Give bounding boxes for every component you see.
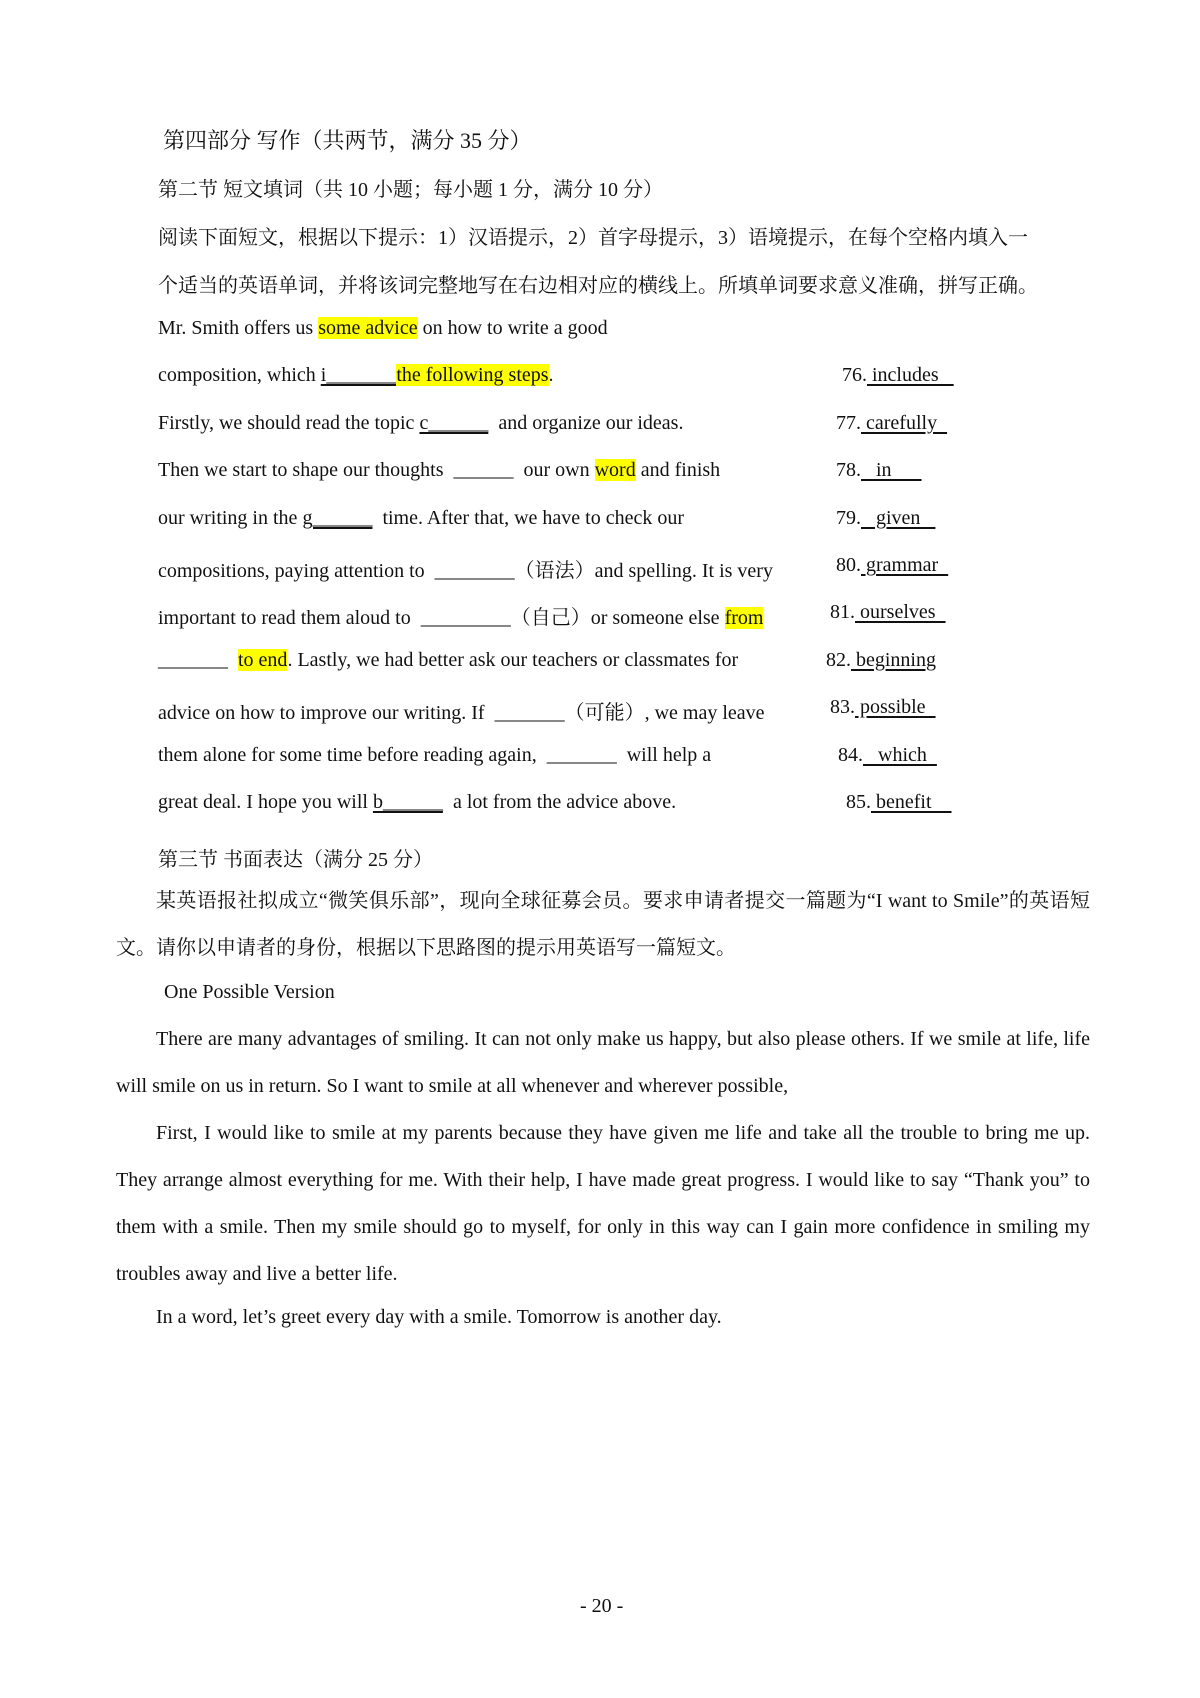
page-number: - 20 - [580,1595,624,1617]
instructions-line-2: 个适当的英语单词，并将该词完整地写在右边相对应的横线上。所填单词要求意义准确，拼写正确。 [158,275,1038,297]
passage-line [158,507,684,530]
answer-number: 76. [842,364,867,387]
answer-number: 82. [826,648,851,671]
answer-number: 85. [846,791,871,813]
part-title: 第四部分 写作（共两节，满分 35 分） [163,128,532,153]
answer-item [836,554,948,577]
answer-word: benefit [871,791,952,813]
answer-number: 77. [836,411,861,434]
passage-line [158,744,711,767]
passage-line [158,791,676,814]
passage-text: . [548,364,554,387]
passage-text: advice on how to improve our writing. If _______（可能）, we may leave [158,702,765,725]
writing-prompt [116,878,1090,972]
essay-paragraph-1: There are many advantages of smiling. It can not only make us happy, but also please others. If we smile at life, life will smile on us in return. So I want to smile at all whenever and wherever possible, [116,1028,1090,1097]
answer-item [830,601,946,624]
passage-text: our writing in the [158,506,303,529]
passage-text: on how to write a good [417,317,608,339]
answer-word: ourselves [855,601,946,624]
highlighted-text: to end [238,648,288,671]
answer-number: 80. [836,554,861,576]
answer-word: grammar [861,554,949,576]
blank-with-hint: i_______ [320,364,397,387]
answer-word: beginning [851,648,936,671]
answer-item [826,649,936,672]
passage-line [158,364,554,387]
passage-text: Firstly, we should read the topic [158,411,420,434]
passage-line [158,696,765,725]
answer-number: 84. [838,743,863,766]
blank-with-hint: g______ [302,506,373,529]
essay-paragraph-3: In a word, let’s greet every day with a smile. Tomorrow is another day. [156,1306,722,1328]
passage-line [158,601,763,630]
instructions-line-1: 阅读下面短文，根据以下提示：1）汉语提示，2）首字母提示，3）语境提示，在每个空格内填入一 [158,227,1028,249]
answer-item [836,459,922,482]
highlighted-text: word [594,459,636,482]
model-essay [116,1016,1090,1336]
passage-line [158,554,773,583]
passage-text: . Lastly, we had better ask our teachers or classmates for [287,648,739,671]
passage-line [158,317,608,340]
passage-line [158,412,683,435]
answer-number: 79. [836,506,861,529]
answer-number: 78. [836,459,861,482]
answer-word: includes [867,364,954,387]
answer-word: which [863,743,937,766]
answer-word: carefully [861,411,948,434]
answer-word: given [861,506,936,529]
essay-paragraph-2: First, I would like to smile at my parents because they have given me life and take all the trouble to bring me up. They arrange almost everything for me. With their help, I have made great progress. I would like to say “Thank you” to them with a smile. Then my smile should go to myself, for only in this way can I gain more confidence in smiling my troubles away and live a better life. [116,1122,1090,1285]
passage-text: and organize our ideas. [488,411,684,434]
passage-text: compositions, paying attention to ________（语法）and spelling. It is very [158,560,773,582]
answer-item [836,412,947,435]
highlighted-text: some advice [318,317,418,339]
answer-item [836,507,935,530]
passage-text: _______ [158,648,238,671]
passage-text: and finish [635,459,721,482]
answer-item [830,696,936,719]
version-label: One Possible Version [164,981,335,1003]
highlighted-text: the following steps [396,364,549,387]
answer-number: 83. [830,696,855,719]
section3-heading: 第三节 书面表达（满分 25 分） [158,849,433,871]
passage-text: composition, which [158,364,321,387]
answer-word: possible [855,696,936,719]
passage-text: them alone for some time before reading again, _______ will help a [158,743,712,766]
section2-heading: 第二节 短文填词（共 10 小题；每小题 1 分，满分 10 分） [158,179,663,201]
passage-text: a lot from the advice above. [442,791,677,813]
passage-text: Mr. Smith offers us [158,317,319,339]
answer-item [842,364,954,387]
passage-line [158,459,720,482]
passage-text: important to read them aloud to _________（自己）or someone else [158,607,725,630]
answer-item [838,744,937,767]
answer-number: 81. [830,601,855,624]
passage-text: time. After that, we have to check our [372,506,684,529]
blank-with-hint: b______ [372,791,443,813]
passage-text: Then we start to shape our thoughts ______ our own [158,459,595,482]
passage-text: great deal. I hope you will [158,791,373,813]
blank-with-hint: c______ [419,411,489,434]
answer-item [846,791,952,814]
answer-word: in [861,459,922,482]
passage-line [158,649,738,672]
prompt-text: 某英语报社拟成立“微笑俱乐部”，现向全球征募会员。要求申请者提交一篇题为“I want to Smile”的英语短文。请你以申请者的身份，根据以下思路图的提示用英语写一篇短文。 [116,890,1090,959]
highlighted-text: from [724,607,764,630]
